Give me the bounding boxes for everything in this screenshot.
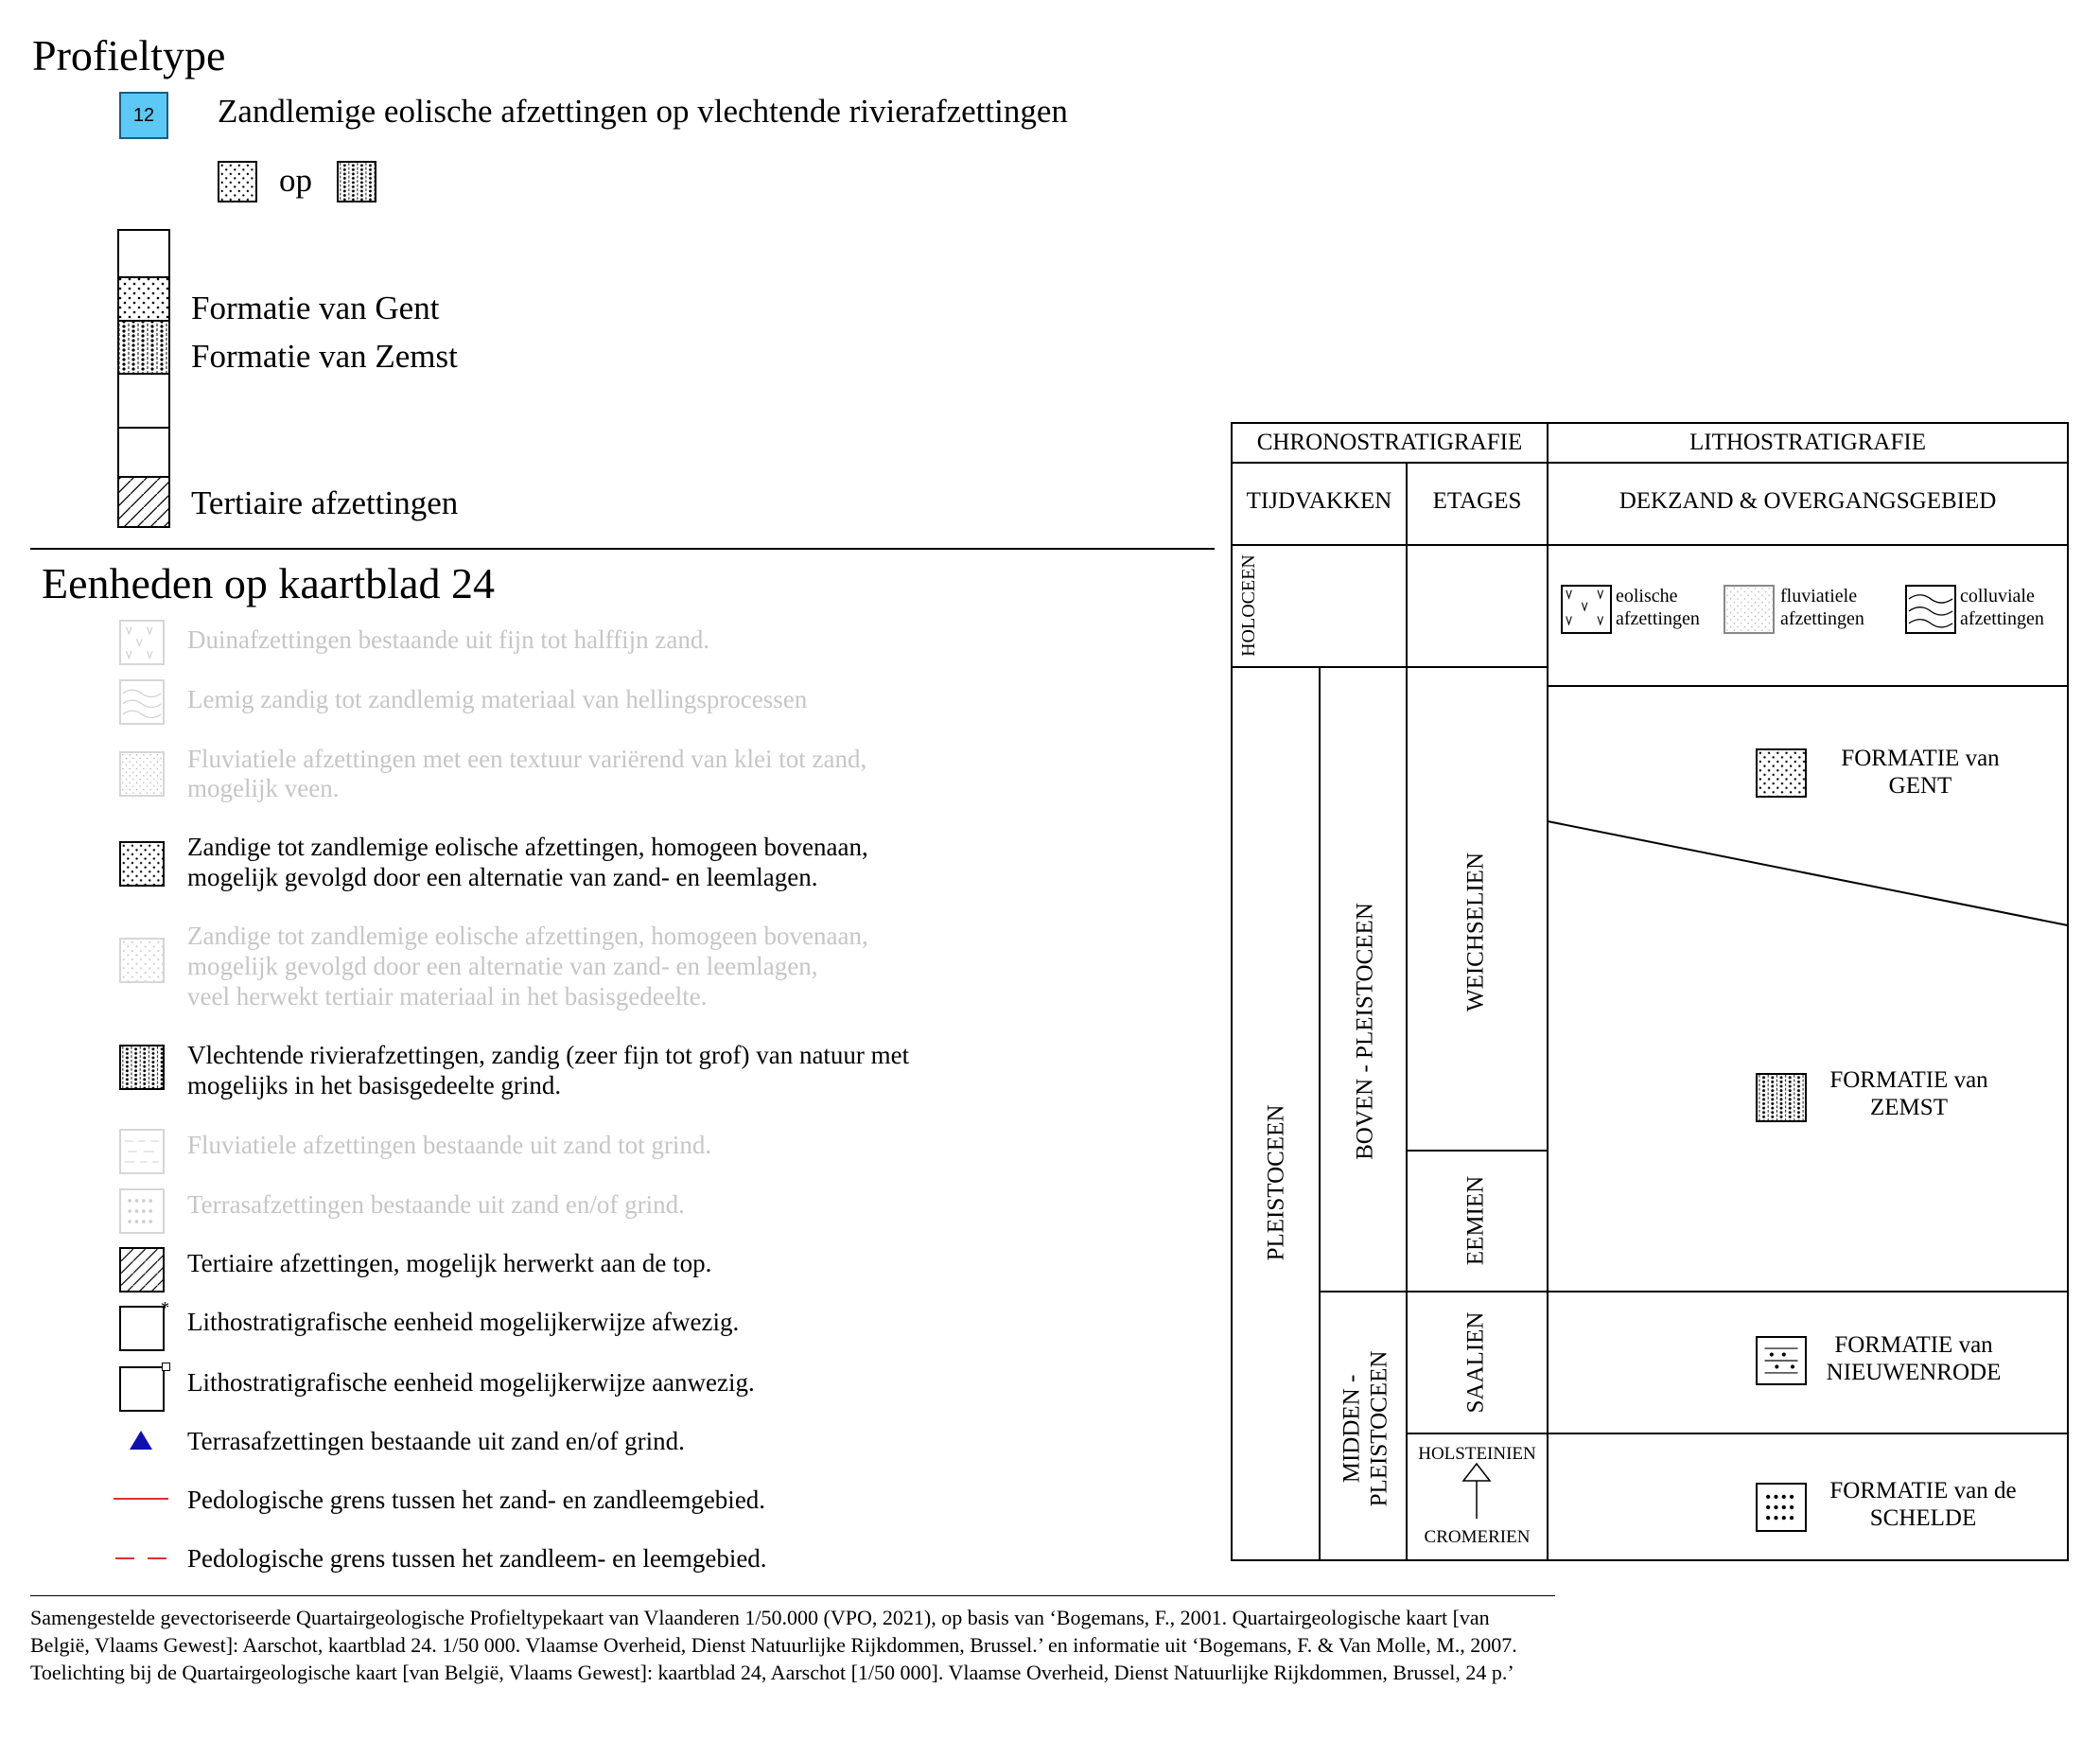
legend-item-text: Pedologische grens tussen het zandleem- en leemgebied.: [187, 1544, 767, 1573]
red-dashed-line-icon: [115, 1557, 168, 1559]
midden-pleistoceen-label: [1339, 1351, 1393, 1507]
label-line: afzettingen: [1616, 608, 1700, 629]
gent-reworked-icon: [119, 938, 165, 983]
legend-item-text: Vlechtende rivierafzettingen, zandig (zeer fijn tot grof) van natuur met: [187, 1041, 910, 1069]
cromerien-label: CROMERIEN: [1424, 1527, 1531, 1547]
blue-triangle-icon: [128, 1429, 154, 1451]
label-line: FORMATIE van: [1834, 1332, 1993, 1358]
label-line: afzettingen: [1960, 608, 2044, 629]
saalien-label: SAALIEN: [1462, 1311, 1489, 1414]
holoceen-label: HOLOCEEN: [1238, 554, 1259, 657]
zemst-formation-icon: [119, 1045, 165, 1090]
profile-column: [117, 229, 172, 532]
red-solid-line-icon: [114, 1498, 168, 1500]
boven-pleistoceen-label: BOVEN - PLEISTOCEEN: [1352, 903, 1378, 1160]
fluvial-dot-icon: [119, 751, 165, 797]
dekzand-header: DEKZAND & OVERGANGSGEBIED: [1619, 488, 1997, 514]
label-line: afzettingen: [1780, 608, 1864, 629]
etages-header: ETAGES: [1432, 488, 1522, 514]
formation-zemst-label: [1814, 1067, 2004, 1122]
label-line: eolische: [1616, 586, 1678, 607]
legend-item-text: Tertiaire afzettingen, mogelijk herwerkt aan de top.: [187, 1249, 712, 1277]
formation-gent-label: [1826, 746, 2015, 800]
small-square-mark: [162, 1363, 170, 1371]
label-line: fluviatiele: [1780, 586, 1858, 607]
fluvial-dot-icon: [1724, 585, 1775, 634]
section-divider: [30, 548, 1215, 550]
weichselien-label: WEICHSELIEN: [1462, 852, 1489, 1012]
midden-line: MIDDEN -: [1339, 1374, 1365, 1484]
eemien-label: EEMIEN: [1462, 1175, 1489, 1266]
footnote: Samengestelde gevectoriseerde Quartairgeologische Profieltypekaart van Vlaanderen 1/50.000 (VPO, 2021), op basis van ‘Bogemans, F., 2001. Quartairgeologische kaart [van België, Vlaams Gewest]: Aarschot, kaartblad 24. 1/50 000. Vlaamse Overheid, Dienst Natuurlijke Rijkdommen, Brussel.’ en informatie uit ‘Bogemans, F. & Van Molle, M., 2007. Toelichting bij de Quartairgeologische kaart [van België, Vlaams Gewest]: kaartblad 24, Aarschot [1/50 000]. Vlaamse Overheid, Dienst Natuurlijke Rijkdommen, Brussel, 24 p.’: [30, 1606, 1517, 1685]
op-label: op: [279, 162, 312, 199]
pleistoceen-line: PLEISTOCEEN: [1366, 1350, 1391, 1507]
eolian-v-icon: [1561, 585, 1612, 634]
legend-item-text: Fluviatiele afzettingen bestaande uit zand tot grind.: [187, 1131, 712, 1159]
legend-item-text: Lemig zandig tot zandlemig materiaal van hellingsprocessen: [187, 685, 808, 713]
tertiary-hatch-icon: [119, 1247, 165, 1293]
profieltype-title: Profieltype: [32, 31, 226, 79]
legend-item-text: Terrasafzettingen bestaande uit zand en/of grind.: [187, 1427, 685, 1455]
colluvial-label: [1960, 585, 2044, 630]
legend-item-text: mogelijk gevolgd door een alternatie van zand- en leemlagen,: [187, 952, 818, 980]
present-square-icon: [119, 1366, 165, 1412]
label-line: colluviale: [1960, 586, 2035, 607]
legend-item-text: Terrasafzettingen bestaande uit zand en/of grind.: [187, 1190, 685, 1219]
formation-nieuwenrode-label: [1814, 1332, 2013, 1387]
schelde-formation-icon: [1756, 1483, 1807, 1532]
legend-item-text: Zandige tot zandlemige eolische afzettingen, homogeen bovenaan,: [187, 922, 868, 950]
label-line: SCHELDE: [1869, 1504, 1977, 1531]
legend-item-text: Lithostratigrafische eenheid mogelijkerwijze aanwezig.: [187, 1368, 755, 1397]
column-label-tertiair: Tertiaire afzettingen: [191, 484, 459, 521]
profieltype-code: 12: [132, 105, 155, 126]
profieltype-code-badge: [119, 92, 168, 139]
gent-formation-icon: [1756, 748, 1807, 798]
label-line: FORMATIE van: [1841, 746, 2000, 771]
gent-formation-icon: [119, 841, 165, 887]
legend-title: Eenheden op kaartblad 24: [42, 559, 495, 607]
pleistoceen-label: PLEISTOCEEN: [1263, 1104, 1289, 1261]
holsteinien-label: HOLSTEINIEN: [1418, 1444, 1536, 1464]
legend-item-text: Duinafzettingen bestaande uit fijn tot halffijn zand.: [187, 625, 710, 654]
legend-item-text: Pedologische grens tussen het zand- en zandleemgebied.: [187, 1486, 766, 1514]
terrace-icon: [119, 1188, 165, 1234]
formation-schelde-label: [1814, 1478, 2032, 1533]
eolian-label: [1616, 585, 1700, 630]
tijdvakken-header: TIJDVAKKEN: [1246, 488, 1392, 514]
legend-item-text: mogelijk gevolgd door een alternatie van zand- en leemlagen.: [187, 863, 818, 891]
profieltype-description: Zandlemige eolische afzettingen op vlechtende rivierafzettingen: [218, 93, 1068, 130]
label-line: GENT: [1888, 772, 1952, 799]
fluvial-label: [1780, 585, 1864, 630]
footnote-divider: [30, 1595, 1555, 1596]
colluvial-wave-icon: [119, 679, 165, 725]
gent-formation-icon: [218, 161, 257, 202]
star-mark: *: [161, 1298, 169, 1317]
label-line: ZEMST: [1870, 1094, 1948, 1120]
column-label-zemst: Formatie van Zemst: [191, 338, 458, 375]
up-arrow-icon: [1463, 1464, 1490, 1519]
legend-item-text: Fluviatiele afzettingen met een textuur variërend van klei tot zand,: [187, 745, 867, 773]
fluvial-gravel-icon: [119, 1129, 165, 1174]
absent-star-icon: [119, 1306, 165, 1351]
zemst-formation-icon: [337, 161, 376, 202]
chrono-header: CHRONOSTRATIGRAFIE: [1256, 430, 1523, 455]
nieuwenrode-formation-icon: [1756, 1336, 1807, 1385]
column-label-gent: Formatie van Gent: [191, 290, 440, 326]
colluvial-wave-icon: [1905, 585, 1956, 634]
litho-header: LITHOSTRATIGRAFIE: [1689, 430, 1926, 455]
legend-item-text: Zandige tot zandlemige eolische afzettingen, homogeen bovenaan,: [187, 833, 868, 861]
label-line: FORMATIE van de: [1829, 1478, 2017, 1504]
legend-item-text: mogelijk veen.: [187, 774, 340, 802]
legend-item-text: veel herwekt tertiair materiaal in het basisgedeelte.: [187, 982, 708, 1011]
legend-item-text: Lithostratigrafische eenheid mogelijkerwijze afwezig.: [187, 1308, 740, 1336]
label-line: FORMATIE van: [1829, 1067, 1988, 1093]
label-line: NIEUWENRODE: [1826, 1359, 2002, 1385]
legend-item-text: mogelijks in het basisgedeelte grind.: [187, 1071, 562, 1099]
eolian-v-icon: [119, 620, 165, 665]
zemst-formation-icon: [1756, 1073, 1807, 1122]
